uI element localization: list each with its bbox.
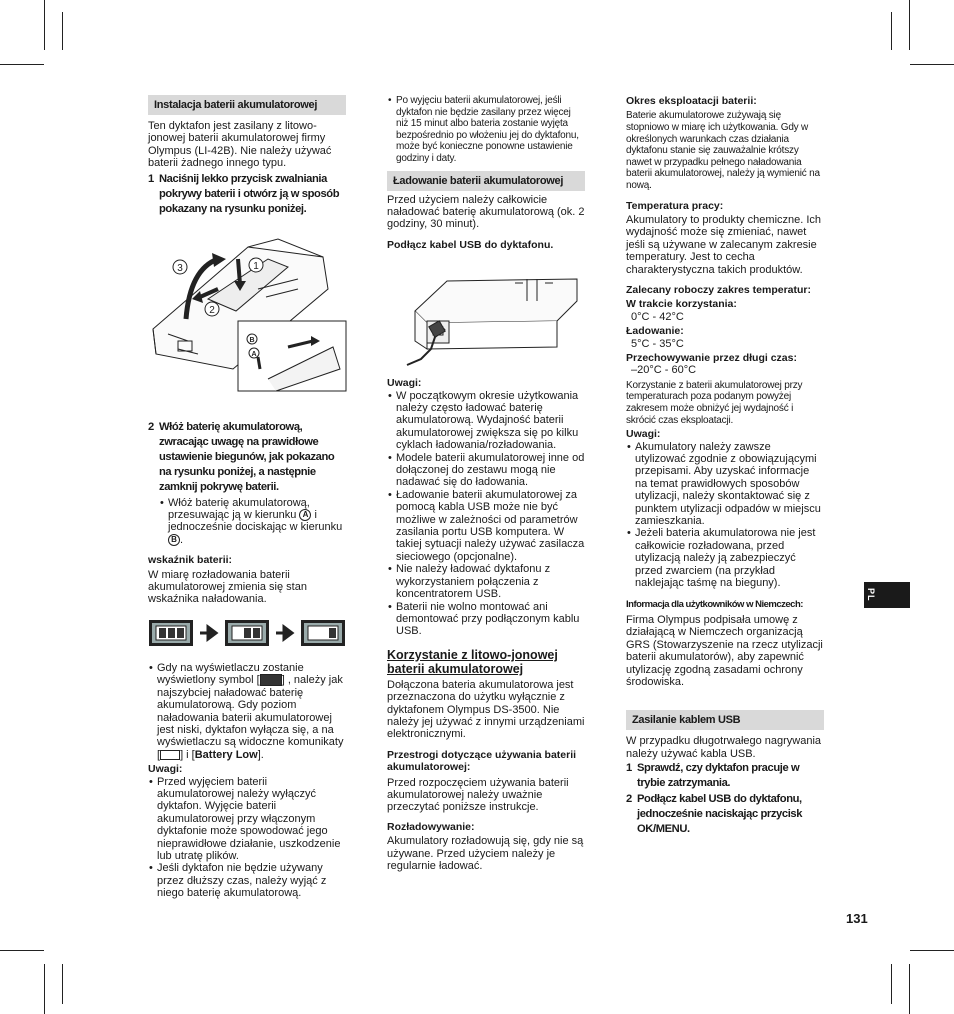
crop-mark <box>910 64 954 65</box>
text: . <box>180 533 184 546</box>
text: ] i [ <box>180 748 195 761</box>
crop-mark <box>62 964 63 1004</box>
top-bullets <box>387 95 585 165</box>
storage-value: –20°C - 60°C <box>631 364 697 377</box>
column-right <box>626 95 824 837</box>
step-text: Naciśnij lekko przycisk zwalniania pokrywy baterii i otwórz ją w sposób pokazany na rysunku poniżej. <box>159 172 340 215</box>
usb-heading: Podłącz kabel USB do dyktafonu. <box>387 238 554 251</box>
callout-3-icon <box>173 260 187 274</box>
language-tab-label: PL <box>866 588 876 602</box>
crop-mark <box>44 0 45 50</box>
step-number: 2 <box>626 793 632 806</box>
display-bullets <box>148 662 346 761</box>
temp-heading: Temperatura pracy: <box>626 199 724 212</box>
warnings-heading: Przestrogi dotyczące używania baterii akumulatorowej: <box>387 748 577 774</box>
list-item: • Jeżeli bateria akumulatorowa nie jest całkowicie rozładowana, przed utylizacją należy ją zabezpieczyć przed zwarciem (na przykład naklejając taśmę na bieguny). <box>626 527 824 589</box>
direction-a-icon: A <box>299 509 311 521</box>
li-ion-heading: Korzystanie z litowo-jonowej baterii akumulatorowej <box>387 647 558 676</box>
text: Gdy na wyświetlaczu zostanie wyświetlony symbol [ <box>157 661 304 687</box>
notes-heading: Uwagi: <box>626 428 661 441</box>
step-1 <box>626 761 824 791</box>
step-text: Podłącz kabel USB do dyktafonu, jednocześnie naciskając przycisk <box>637 793 803 821</box>
list-item: • Po wyjęciu baterii akumulatorowej, jeśli dyktafon nie będzie zasilany przez więcej niż 15 minut albo bateria zostanie wyjęta bezpośrednio po włożeniu jej do dyktafonu, może być konieczne ponowne ustawienie godziny i daty. <box>387 95 585 165</box>
discharge-heading: Rozładowywanie: <box>387 820 475 833</box>
page-number: 131 <box>846 911 868 926</box>
callout-2-icon <box>205 302 219 316</box>
text: i jednocześnie dociskając w kierunku <box>168 509 343 534</box>
crop-mark <box>62 12 63 50</box>
usb-power-text: W przypadku długotrwałego nagrywania należy używać kabla USB. <box>626 735 822 760</box>
crop-mark <box>0 950 44 951</box>
indicator-text: W miarę rozładowania baterii akumulatorowej zmienia się stan wskaźnika naładowania. <box>148 568 307 606</box>
direction-b-icon: B <box>168 534 180 546</box>
intro-text: Ten dyktafon jest zasilany z litowo-jonowej baterii akumulatorowej firmy Olympus (LI-42B). Nie należy używać baterii żadnego innego typu. <box>148 120 332 170</box>
svg-text:2: 2 <box>209 304 215 316</box>
list-item <box>159 497 346 547</box>
arrow-right-icon <box>200 627 216 639</box>
list-item: • Nie należy ładować dyktafonu z wykorzystaniem połączenia z koncentratorem USB. <box>387 563 585 600</box>
crop-mark <box>891 964 892 1004</box>
text: ]. <box>257 748 264 761</box>
germany-heading: Informacja dla użytkowników w Niemczech: <box>626 598 803 610</box>
notes-heading: Uwagi: <box>387 377 422 390</box>
usb-connection-illustration <box>387 261 587 371</box>
li-ion-text: Dołączona bateria akumulatorowa jest przeznaczona do użytku wyłącznie z dyktafonem Olympus DS-3500. Nie należy jej używać z innymi urządzeniami elektronicznymi. <box>387 678 585 741</box>
step-number: 1 <box>626 762 632 775</box>
step-2 <box>626 792 824 837</box>
battery-medium-icon <box>225 620 269 646</box>
section-heading-usb-power: Zasilanie kablem USB <box>626 710 824 730</box>
svg-text:B: B <box>249 336 255 344</box>
svg-text:A: A <box>251 350 257 358</box>
indicator-heading: wskaźnik baterii: <box>148 554 233 567</box>
arrow-right-icon <box>276 627 292 639</box>
step-2 <box>148 420 346 495</box>
ok-menu-button-label: OK/MENU <box>637 823 688 836</box>
discharge-text: Akumulatory rozładowują się, gdy nie są używane. Przed użyciem należy je regularnie ładować. <box>387 835 584 872</box>
svg-text:1: 1 <box>253 260 259 272</box>
disposal-notes <box>626 441 824 590</box>
battery-empty-icon <box>160 750 180 760</box>
battery-low-label: Battery Low <box>194 748 258 761</box>
step-text: Sprawdź, czy dyktafon pracuje w trybie zatrzymania. <box>637 762 800 790</box>
battery-low-icon <box>301 620 345 646</box>
battery-inset <box>238 321 346 391</box>
notes-list <box>148 776 346 900</box>
crop-mark <box>891 12 892 50</box>
step-number: 1 <box>148 172 154 185</box>
use-heading: W trakcie korzystania: <box>626 298 737 311</box>
battery-cover-illustration <box>148 229 348 394</box>
range-heading: Zalecany roboczy zakres temperatur: <box>626 284 811 296</box>
charging-intro: Przed użyciem należy całkowicie naładować baterię akumulatorową (ok. 2 godziny, 30 minut). <box>387 193 585 231</box>
battery-symbol-icon <box>260 674 282 686</box>
crop-mark <box>44 964 45 1014</box>
charging-notes <box>387 390 585 638</box>
storage-heading: Przechowywanie przez długi czas: <box>626 352 797 365</box>
warnings-text: Przed rozpoczęciem używania baterii akumulatorowej należy uważnie przeczytać poniższe instrukcje. <box>387 776 569 814</box>
notes-heading: Uwagi: <box>148 763 183 776</box>
section-heading-charging: Ładowanie baterii akumulatorowej <box>387 171 585 191</box>
text: ] , należy jak najszybciej naładować baterię akumulatorową. Gdy poziom naładowania baterii akumulatorowej jest niski, dyktafon wyłącza się, a na wyświetlaczu są widoczne komunikaty [ <box>157 674 344 761</box>
svg-text:3: 3 <box>177 262 183 274</box>
charge-value: 5°C - 35°C <box>631 337 684 350</box>
temp-text: Akumulatory to produkty chemiczne. Ich wydajność może się zmieniać, nawet jeśli są używane w zalecanym zakresie temperatury. Jest to cecha charakterystyczna takich produktów. <box>626 213 822 276</box>
step-number: 2 <box>148 420 154 433</box>
crop-mark <box>909 0 910 50</box>
column-left <box>148 95 346 900</box>
step-1 <box>148 172 346 217</box>
step-text: Włóż baterię akumulatorową, zwracając uwagę na prawidłowe ustawienie biegunów, jak pokazano na rysunku poniżej, a następnie zamknij pokrywę baterii. <box>159 420 335 493</box>
battery-full-icon <box>149 620 193 646</box>
germany-text: Firma Olympus podpisała umowę z działającą w Niemczech organizacją GRS (Stowarzyszenie na rzecz utylizacji baterii akumulatorów), aby zapewnić utylizację zgodną zasadami ochrony środowiska. <box>626 613 823 688</box>
charge-heading: Ładowanie: <box>626 325 684 338</box>
language-tab <box>864 582 910 608</box>
text: . <box>687 823 690 836</box>
section-heading-battery-install: Instalacja baterii akumulatorowej <box>148 95 346 115</box>
list-item: • Ładowanie baterii akumulatorowej za pomocą kabla USB może nie być możliwe w zależności od parametrów zasilania portu USB komputera. W takiej sytuacji należy używać zasilacza sieciowego (opcjonalne). <box>387 489 585 563</box>
list-item: • Akumulatory należy zawsze utylizować zgodnie z obowiązującymi przepisami. Aby uzyskać informacje na temat prawidłowych sposobów utylizacji, należy skontaktować się z punktem utylizacji odpadów w miejscu zamieszkania. <box>626 441 824 528</box>
step-2-bullets <box>148 497 346 547</box>
list-item: • Modele baterii akumulatorowej inne od dołączonej do zestawu mogą nie nadawać się do ładowania. <box>387 452 585 489</box>
crop-mark <box>909 964 910 1014</box>
battery-indicator-sequence <box>148 618 348 650</box>
crop-mark <box>910 950 954 951</box>
list-item: • Przed wyjęciem baterii akumulatorowej należy wyłączyć dyktafon. Wyjęcie baterii akumulatorowej przy włączonym dyktafonie może spowodować jego nieprawidłowe działanie, uszkodzenie lub utratę plików. <box>148 776 346 863</box>
battery-life-text: Baterie akumulatorowe zużywają się stopniowo w miarę ich użytkowania. Gdy w określonych warunkach czas działania dyktafonu stanie się zauważalnie krótszy nawet w przypadku pełnego naładowania baterii akumulatorowej, należy ją wymienić na nową. <box>626 110 820 191</box>
battery-life-heading: Okres eksploatacji baterii: <box>626 95 757 107</box>
list-item: • Jeśli dyktafon nie będzie używany przez dłuższy czas, należy wyjąć z niego baterię akumulatorową. <box>148 862 346 899</box>
text: Włóż baterię akumulatorową, przesuwając ją w kierunku <box>168 496 310 522</box>
column-middle <box>387 95 585 872</box>
temp-note: Korzystanie z baterii akumulatorowej przy temperaturach poza podanym powyżej zakresem może obniżyć jej wydajność i skrócić czas eksploatacji. <box>626 379 803 426</box>
use-value: 0°C - 42°C <box>631 310 684 323</box>
callout-1-icon <box>249 258 263 272</box>
list-item: • Baterii nie wolno montować ani demontować przy podłączonym kablu USB. <box>387 601 585 638</box>
crop-mark <box>0 64 44 65</box>
list-item <box>148 662 346 761</box>
list-item: • W początkowym okresie użytkowania należy często ładować baterię akumulatorową. Wydajność baterii akumulatorowej zwiększa się po kilku cyklach ładowania/rozładowania. <box>387 390 585 452</box>
